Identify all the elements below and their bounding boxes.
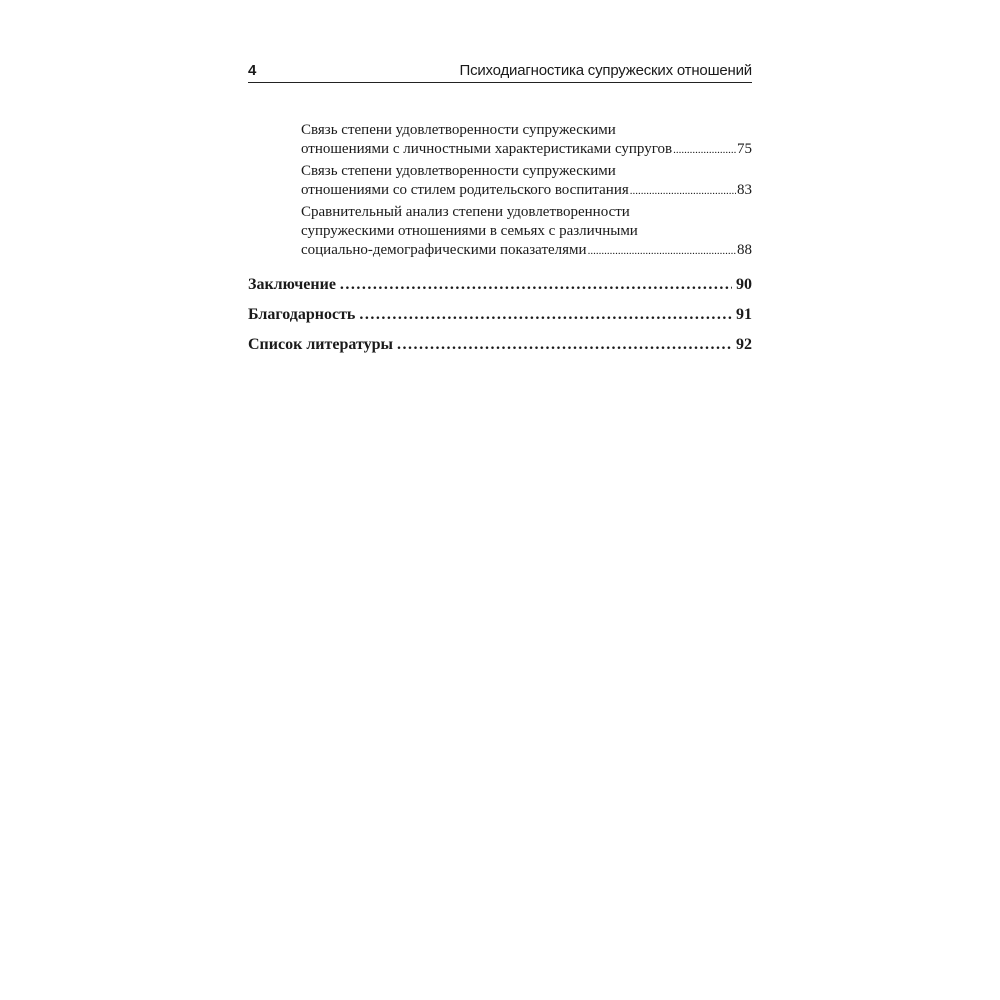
toc-page-number: 90 xyxy=(736,276,752,293)
table-of-contents xyxy=(248,121,752,355)
toc-page-number: 92 xyxy=(736,336,752,353)
toc-main-title: Благодарность xyxy=(248,306,356,323)
toc-entry-last-line xyxy=(301,181,752,201)
toc-entry-line: Связь степени удовлетворенности супружескими xyxy=(301,163,616,179)
toc-entry-last-line xyxy=(301,140,752,160)
toc-entry-text: отношениями со стилем родительского воспитания xyxy=(301,182,629,198)
book-page xyxy=(248,58,752,355)
toc-entry-text: социально-демографическими показателями xyxy=(301,242,587,258)
toc-page-number: 91 xyxy=(736,306,752,323)
toc-sub-entry xyxy=(248,203,752,261)
toc-main-title: Список литературы xyxy=(248,336,393,353)
dot-leader xyxy=(340,275,732,295)
toc-main-entry xyxy=(248,275,752,295)
toc-entry-line: супружескими отношениями в семьях с различными xyxy=(301,223,638,239)
toc-entry-text: отношениями с личностными характеристиками супругов xyxy=(301,141,673,157)
dot-leader xyxy=(397,335,732,355)
toc-page-number: 83 xyxy=(737,182,752,198)
dot-leader xyxy=(359,305,732,325)
toc-main-entry xyxy=(248,305,752,325)
dot-leader xyxy=(673,141,736,160)
toc-entry-line: Сравнительный анализ степени удовлетворенности xyxy=(301,204,630,220)
toc-main-entry xyxy=(248,335,752,355)
toc-sub-entry xyxy=(248,121,752,160)
toc-entry-last-line xyxy=(301,241,752,261)
running-title: Психодиагностика супружеских отношений xyxy=(459,62,752,79)
toc-sub-entry xyxy=(248,162,752,201)
toc-entry-line: Связь степени удовлетворенности супружескими xyxy=(301,122,616,138)
toc-page-number: 75 xyxy=(737,141,752,157)
running-header xyxy=(248,58,752,83)
page-number: 4 xyxy=(248,62,257,79)
dot-leader xyxy=(630,182,736,201)
toc-page-number: 88 xyxy=(737,242,752,258)
dot-leader xyxy=(588,242,736,261)
toc-main-title: Заключение xyxy=(248,276,336,293)
